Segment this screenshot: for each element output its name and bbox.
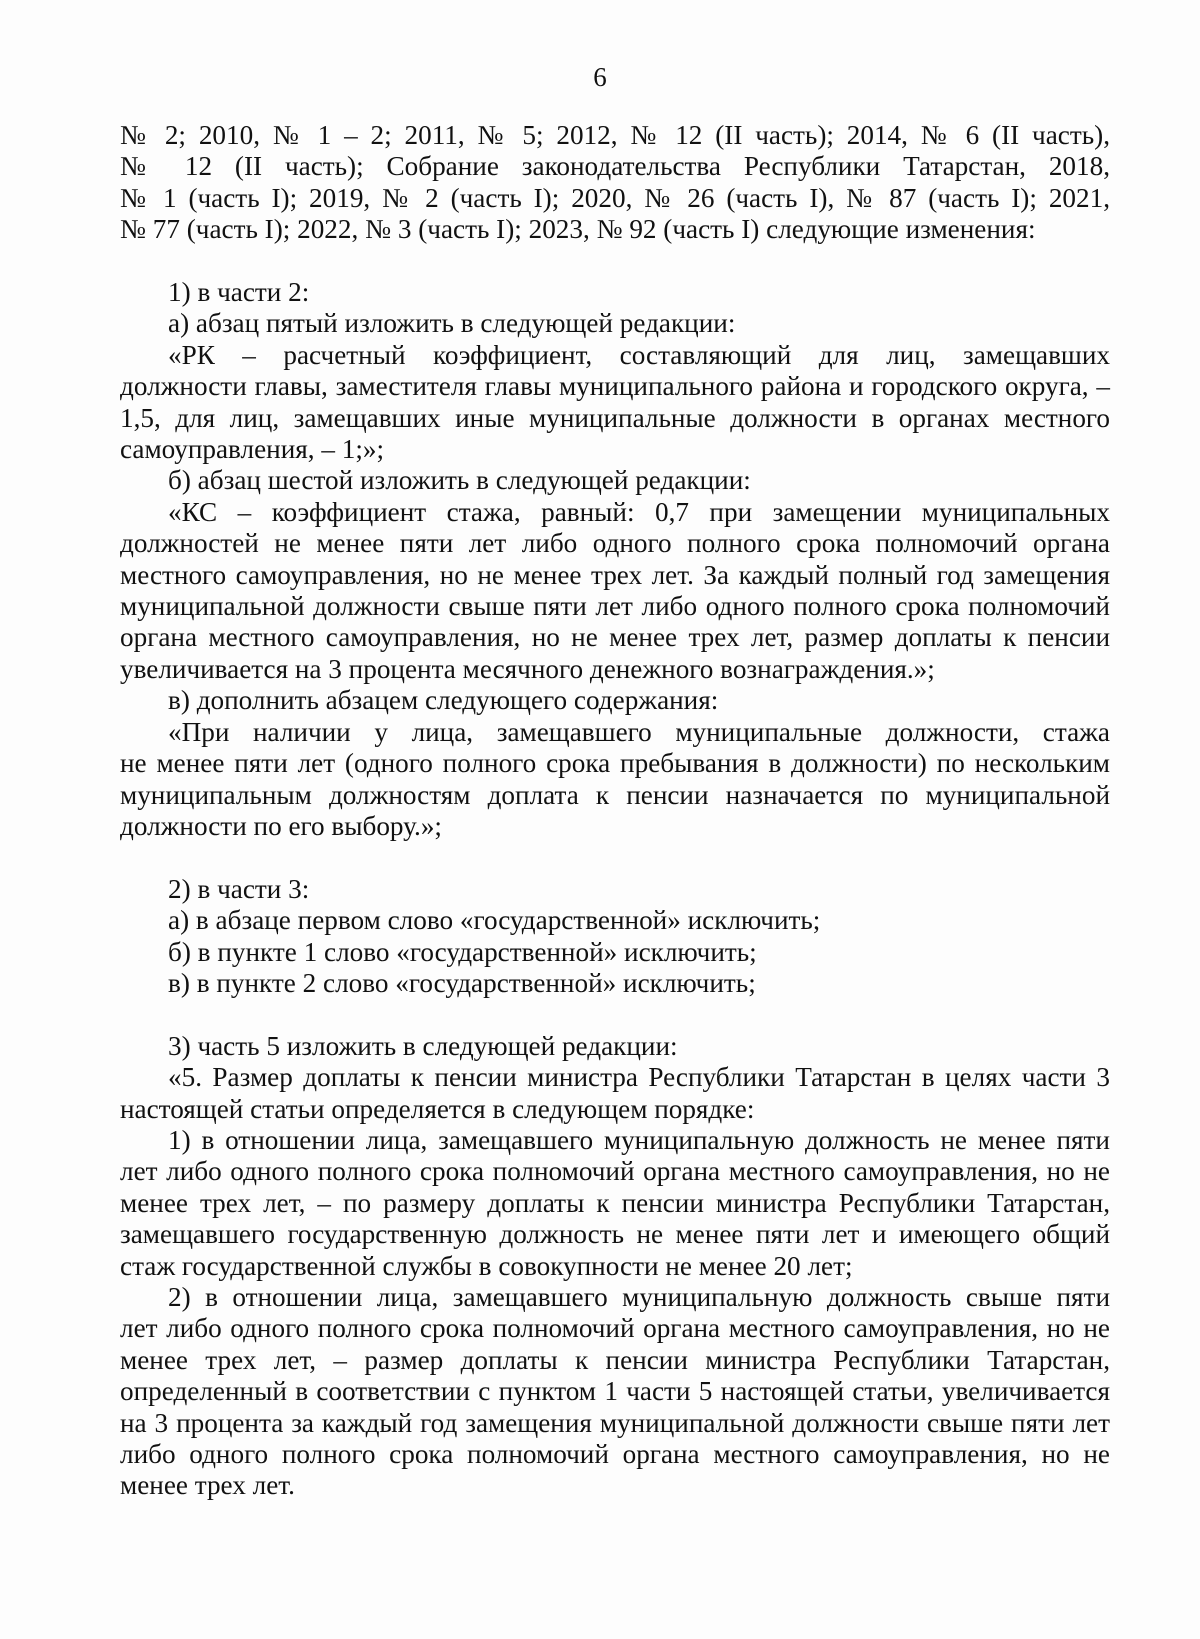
text-line: а) в абзаце первом слово «государственной» исключить;: [168, 905, 821, 936]
text-line: либо одного полного срока полномочий органа местного самоуправления, но не: [120, 1439, 1110, 1470]
text-line: должности главы, заместителя главы муниципального района и городского округа, –: [120, 371, 1110, 402]
text-line: № 1 (часть I); 2019, № 2 (часть I); 2020, № 26 (часть I), № 87 (часть I); 2021,: [120, 182, 1110, 213]
text-line: менее трех лет.: [120, 1470, 295, 1501]
text-line: 1) в части 2:: [168, 277, 310, 308]
text-line: определенный в соответствии с пунктом 1 части 5 настоящей статьи, увеличивается: [120, 1376, 1110, 1407]
text-line: б) абзац шестой изложить в следующей редакции:: [168, 465, 751, 496]
document-body: [120, 120, 1110, 1502]
text-line: муниципальным должностям доплата к пенсии назначается по муниципальной: [120, 779, 1110, 810]
text-line: муниципальной должности свыше пяти лет либо одного полного срока полномочий: [120, 591, 1110, 622]
text-line: замещавшего государственную должность не менее пяти лет и имеющего общий: [120, 1219, 1110, 1250]
text-line: «КС – коэффициент стажа, равный: 0,7 при замещении муниципальных: [168, 496, 1110, 527]
text-line: менее трех лет, – по размеру доплаты к пенсии министра Республики Татарстан,: [120, 1187, 1110, 1218]
text-line: местного самоуправления, но не менее трех лет. За каждый полный год замещения: [120, 559, 1110, 590]
text-line: органа местного самоуправления, но не менее трех лет, размер доплаты к пенсии: [120, 622, 1110, 653]
text-line: менее трех лет, – размер доплаты к пенсии министра Республики Татарстан,: [120, 1344, 1110, 1375]
text-line: стаж государственной службы в совокупности не менее 20 лет;: [120, 1250, 853, 1281]
text-line: б) в пункте 1 слово «государственной» исключить;: [168, 936, 757, 967]
paragraph-gap: [120, 999, 1110, 1030]
page-number: 6: [593, 62, 607, 92]
text-line: в) дополнить абзацем следующего содержания:: [168, 685, 719, 716]
text-line: «При наличии у лица, замещавшего муниципальные должности, стажа: [168, 716, 1110, 747]
text-line: № 12 (II часть); Собрание законодательства Республики Татарстан, 2018,: [120, 151, 1110, 182]
paragraph-gap: [120, 246, 1110, 277]
text-line: увеличивается на 3 процента месячного денежного вознаграждения.»;: [120, 653, 935, 684]
text-line: самоуправления, – 1;»;: [120, 434, 385, 465]
text-line: должности по его выбору.»;: [120, 810, 442, 841]
text-line: 1) в отношении лица, замещавшего муниципальную должность не менее пяти: [168, 1124, 1110, 1155]
text-line: 2) в отношении лица, замещавшего муниципальную должность свыше пяти: [168, 1281, 1110, 1312]
text-line: должностей не менее пяти лет либо одного полного срока полномочий органа: [120, 528, 1110, 559]
text-line: № 77 (часть I); 2022, № 3 (часть I); 2023, № 92 (часть I) следующие изменения:: [120, 214, 1036, 245]
text-line: лет либо одного полного срока полномочий органа местного самоуправления, но не: [120, 1156, 1110, 1187]
text-line: в) в пункте 2 слово «государственной» исключить;: [168, 967, 756, 998]
text-line: а) абзац пятый изложить в следующей редакции:: [168, 308, 736, 339]
text-line: № 2; 2010, № 1 – 2; 2011, № 5; 2012, № 12 (II часть); 2014, № 6 (II часть),: [120, 120, 1110, 150]
text-line: «5. Размер доплаты к пенсии министра Республики Татарстан в целях части 3: [168, 1062, 1110, 1093]
text-line: лет либо одного полного срока полномочий органа местного самоуправления, но не: [120, 1313, 1110, 1344]
text-line: не менее пяти лет (одного полного срока пребывания в должности) по нескольким: [120, 748, 1110, 779]
text-line: 2) в части 3:: [168, 873, 310, 904]
text-line: на 3 процента за каждый год замещения муниципальной должности свыше пяти лет: [120, 1407, 1110, 1438]
text-line: 3) часть 5 изложить в следующей редакции:: [168, 1030, 678, 1061]
paragraph-gap: [120, 842, 1110, 873]
text-line: 1,5, для лиц, замещавших иные муниципальные должности в органах местного: [120, 402, 1110, 433]
text-line: настоящей статьи определяется в следующем порядке:: [120, 1093, 755, 1124]
text-line: «РК – расчетный коэффициент, составляющий для лиц, замещавших: [168, 339, 1110, 370]
